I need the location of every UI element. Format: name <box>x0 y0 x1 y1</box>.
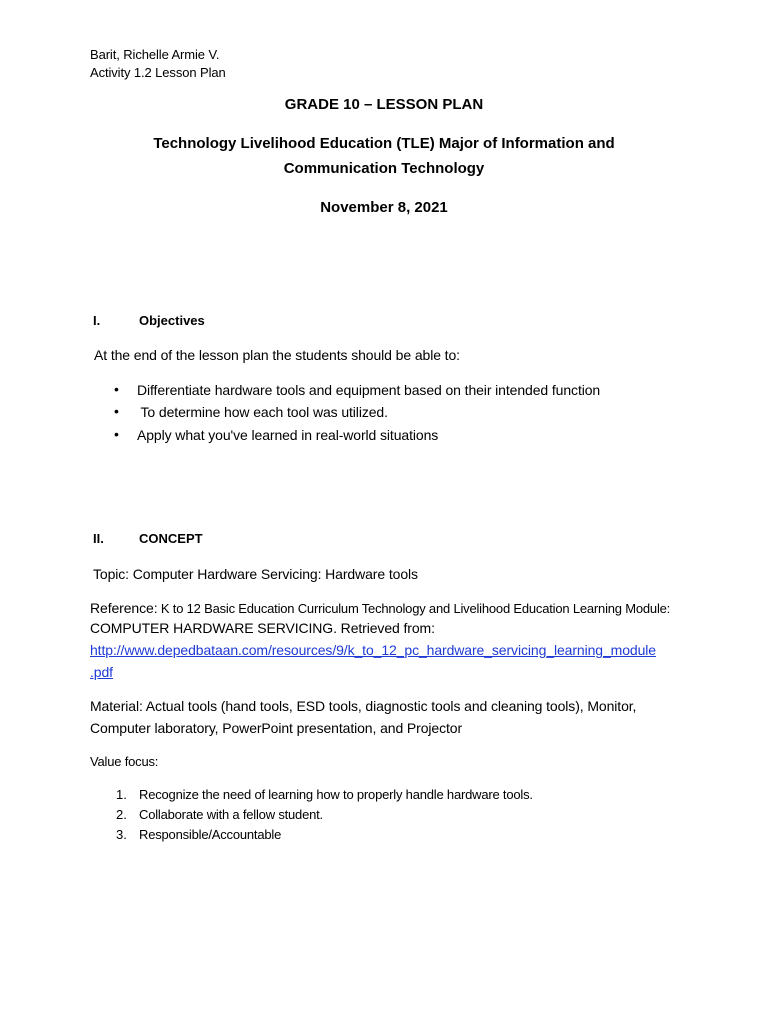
objectives-intro: At the end of the lesson plan the students should be able to: <box>94 347 460 363</box>
reference-link[interactable]: http://www.depedbataan.com/resources/9/k_to_12_pc_hardware_servicing_learning_module <box>90 642 656 658</box>
material-line-1: Material: Actual tools (hand tools, ESD tools, diagnostic tools and cleaning tools), Monitor, <box>90 698 637 714</box>
value-focus-label: Value focus: <box>90 754 159 769</box>
list-item: Collaborate with a fellow student. <box>139 807 323 822</box>
list-item: Differentiate hardware tools and equipment based on their intended function <box>137 382 601 398</box>
reference-line-2: COMPUTER HARDWARE SERVICING. Retrieved from: <box>90 620 435 636</box>
section-heading-concept: CONCEPT <box>139 531 203 546</box>
author-name: Barit, Richelle Armie V. <box>90 47 220 62</box>
reference-label: Reference: <box>90 600 158 616</box>
list-item: Apply what you've learned in real-world situations <box>137 427 439 443</box>
reference-text: K to 12 Basic Education Curriculum Technology and Livelihood Education Learning Module: <box>157 601 671 616</box>
concept-topic: Topic: Computer Hardware Servicing: Hardware tools <box>93 566 418 582</box>
subject-line-1: Technology Livelihood Education (TLE) Major of Information and <box>153 135 615 152</box>
document-date: November 8, 2021 <box>320 199 448 216</box>
bullet-icon: • <box>114 381 119 397</box>
subject-line-2: Communication Technology <box>283 160 485 177</box>
list-item: Responsible/Accountable <box>139 827 282 842</box>
bullet-icon: • <box>114 403 119 419</box>
reference-line-1 <box>90 600 670 616</box>
list-item: Recognize the need of learning how to properly handle hardware tools. <box>139 787 533 802</box>
activity-label: Activity 1.2 Lesson Plan <box>90 65 226 80</box>
section-number-objectives: I. <box>93 313 101 328</box>
document-title: GRADE 10 – LESSON PLAN <box>284 96 484 113</box>
reference-link-continuation[interactable]: .pdf <box>90 664 113 680</box>
material-line-2: Computer laboratory, PowerPoint presentation, and Projector <box>90 720 463 736</box>
bullet-icon: • <box>114 426 119 442</box>
list-number: 3. <box>116 827 127 842</box>
list-number: 2. <box>116 807 127 822</box>
list-item: To determine how each tool was utilized. <box>137 404 388 420</box>
section-heading-objectives: Objectives <box>139 313 205 328</box>
list-number: 1. <box>116 787 127 802</box>
section-number-concept: II. <box>93 531 104 546</box>
